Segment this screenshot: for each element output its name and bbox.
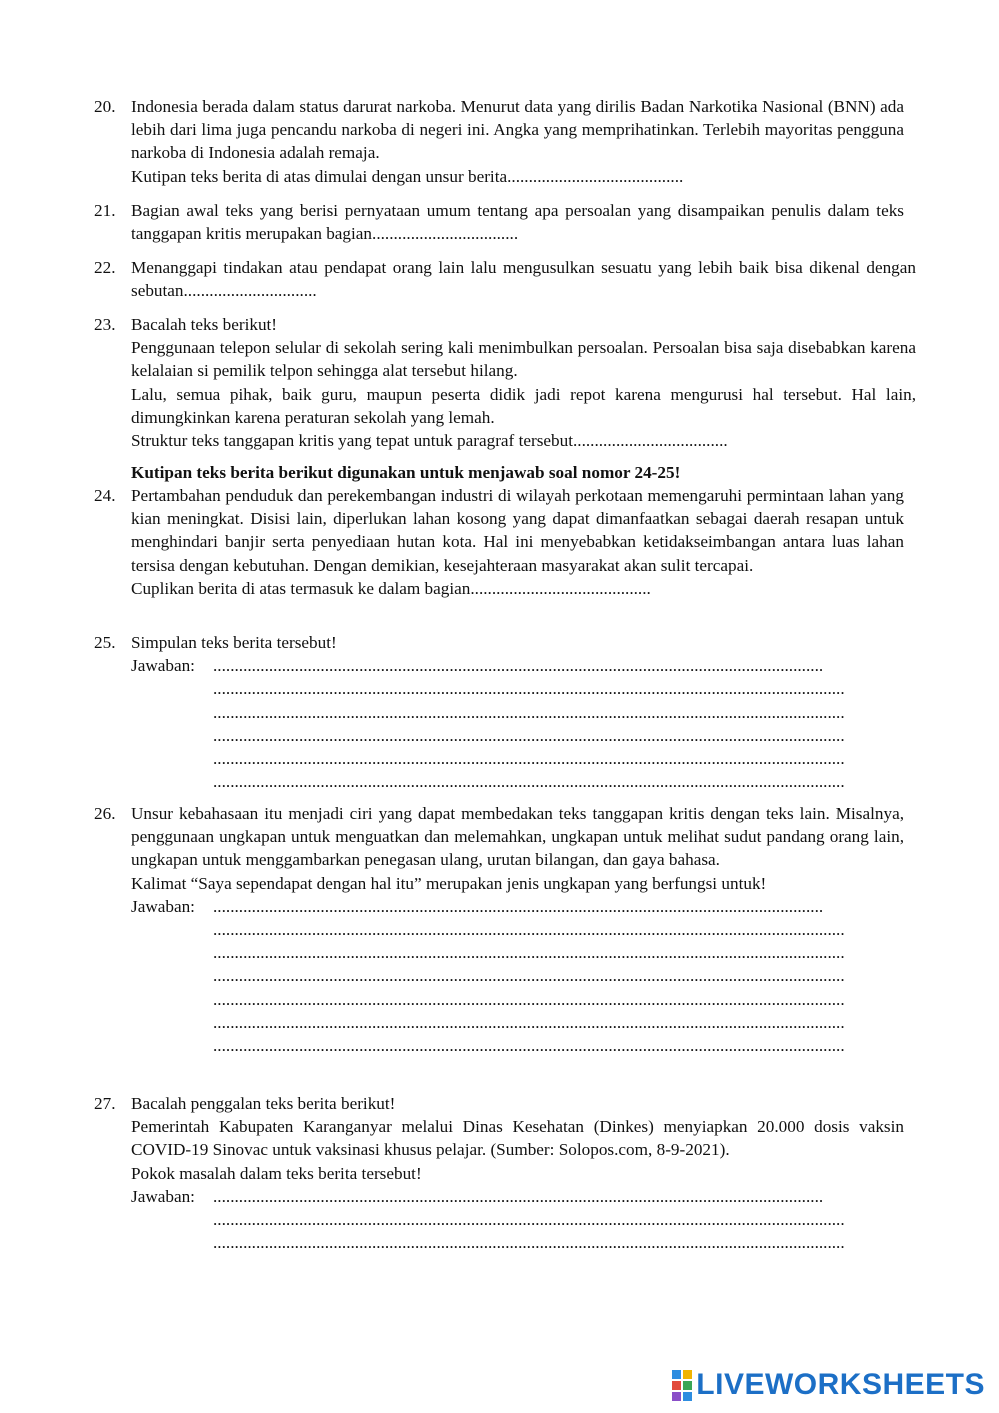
question-intro: Bacalah teks berikut! — [131, 315, 278, 334]
question-text: Bagian awal teks yang berisi pernyataan umum tentang apa persoalan yang disampaikan penulis dalam teks tanggapan kritis merupakan bagian.................................. — [131, 201, 904, 244]
answer-line[interactable]: ................................................................................................................................................... — [213, 772, 845, 792]
question-prompt: Pokok masalah dalam teks berita tersebut! — [131, 1163, 422, 1183]
liveworksheets-logo — [672, 1367, 985, 1403]
question-22 — [94, 256, 916, 302]
question-26 — [94, 802, 904, 1057]
question-number: 21. — [94, 201, 116, 220]
answer-label: Jawaban: — [131, 1186, 195, 1206]
answer-label: Jawaban: — [131, 656, 195, 676]
answer-line[interactable]: ................................................................................................................................................... — [213, 679, 845, 699]
passage-paragraph: Lalu, semua pihak, baik guru, maupun peserta didik jadi repot karena mengurusi hal tersebut. Hal lain, dimungkinkan karena peraturan sekolah yang lemah. — [131, 384, 916, 427]
passage-paragraph: Pemerintah Kabupaten Karanganyar melalui Dinas Kesehatan (Dinkes) menyiapkan 20.000 dosis vaksin COVID-19 Sinovac untuk vaksinasi khusus pelajar. (Sumber: Solopos.com, 8-9-2021). — [131, 1117, 904, 1160]
answer-line[interactable]: ................................................................................................................................................... — [213, 920, 845, 940]
answer-line[interactable]: ................................................................................................................................................... — [213, 1210, 845, 1230]
answer-line[interactable]: ................................................................................................................................................... — [213, 989, 845, 1009]
answer-line[interactable]: ................................................................................................................................................... — [213, 1036, 845, 1056]
answer-dots: .............................................................................................................................................. — [213, 1186, 824, 1206]
question-number: 22. — [94, 258, 116, 277]
question-number: 26. — [94, 804, 116, 823]
question-23 — [94, 313, 916, 452]
answer-line[interactable]: ................................................................................................................................................... — [213, 943, 845, 963]
question-number: 20. — [94, 97, 116, 116]
question-21 — [94, 199, 904, 245]
question-number: 25. — [94, 633, 116, 652]
question-text: Unsur kebahasaan itu menjadi ciri yang dapat membedakan teks tanggapan kritis dengan teks lain. Misalnya, penggunaan ungkapan untuk menguatkan dan melemahkan, ungkapan untuk melihat sudut pandang orang lain, ungkapan untuk menggambarkan penegasan ulang, urutan bilangan, dan gaya bahasa. — [131, 804, 904, 870]
answer-line[interactable] — [131, 895, 904, 918]
answer-line[interactable]: ................................................................................................................................................... — [213, 1233, 845, 1253]
answer-dots: .............................................................................................................................................. — [213, 656, 824, 676]
answer-label: Jawaban: — [131, 896, 195, 916]
question-prompt: Kalimat “Saya sependapat dengan hal itu” merupakan jenis ungkapan yang berfungsi untuk! — [131, 873, 767, 893]
question-prompt: Cuplikan berita di atas termasuk ke dalam bagian.......................................... — [131, 578, 651, 598]
question-prompt: Struktur teks tanggapan kritis yang tepat untuk paragraf tersebut.................................... — [131, 431, 728, 451]
question-24 — [94, 484, 904, 600]
passage-paragraph: Pertambahan penduduk dan perekembangan industri di wilayah perkotaan memengaruhi permintaan lahan yang kian meningkat. Disisi lain, diperlukan lahan kosong yang dapat dimanfaatkan sebagai daerah resapan untuk menghindari banjir serta penyediaan hutan kota. Hal ini menyebabkan ketidakseimbangan antara luas lahan tersisa dengan kebutuhan. Dengan demikian, kesejahteraan masyarakat akan sulit tercapai. — [131, 486, 904, 575]
question-number: 23. — [94, 315, 116, 334]
question-intro: Bacalah penggalan teks berita berikut! — [131, 1094, 396, 1113]
question-prompt: Kutipan teks berita di atas dimulai dengan unsur berita......................................... — [131, 166, 684, 186]
question-number: 27. — [94, 1094, 116, 1113]
answer-dots: .............................................................................................................................................. — [213, 896, 824, 916]
question-text: Simpulan teks berita tersebut! — [131, 633, 337, 652]
answer-line[interactable] — [131, 654, 904, 677]
question-25 — [94, 631, 904, 793]
question-text: Menanggapi tindakan atau pendapat orang lain lalu mengusulkan sesuatu yang lebih baik bisa dikenal dengan sebutan............................... — [131, 258, 916, 301]
question-20 — [94, 95, 904, 188]
passage-paragraph: Penggunaan telepon selular di sekolah sering kali menimbulkan persoalan. Persoalan bisa saja disebabkan karena kelalaian si pemilik telpon sehingga alat tersebut hilang. — [131, 338, 916, 381]
answer-line[interactable] — [131, 1185, 904, 1208]
question-number: 24. — [94, 486, 116, 505]
answer-line[interactable]: ................................................................................................................................................... — [213, 725, 845, 745]
answer-line[interactable]: ................................................................................................................................................... — [213, 1012, 845, 1032]
section-heading: Kutipan teks berita berikut digunakan untuk menjawab soal nomor 24-25! — [131, 463, 681, 482]
answer-line[interactable]: ................................................................................................................................................... — [213, 749, 845, 769]
logo-text: LIVEWORKSHEETS — [696, 1368, 985, 1402]
answer-line[interactable]: ................................................................................................................................................... — [213, 702, 845, 722]
question-text: Indonesia berada dalam status darurat narkoba. Menurut data yang dirilis Badan Narkotika Nasional (BNN) ada lebih dari lima juga pencandu narkoba di negeri ini. Angka yang memprihatinkan. Terlebih mayoritas pengguna narkoba di Indonesia adalah remaja. — [131, 97, 904, 163]
answer-line[interactable]: ................................................................................................................................................... — [213, 966, 845, 986]
question-27 — [94, 1092, 904, 1254]
logo-blocks-icon — [672, 1370, 692, 1401]
